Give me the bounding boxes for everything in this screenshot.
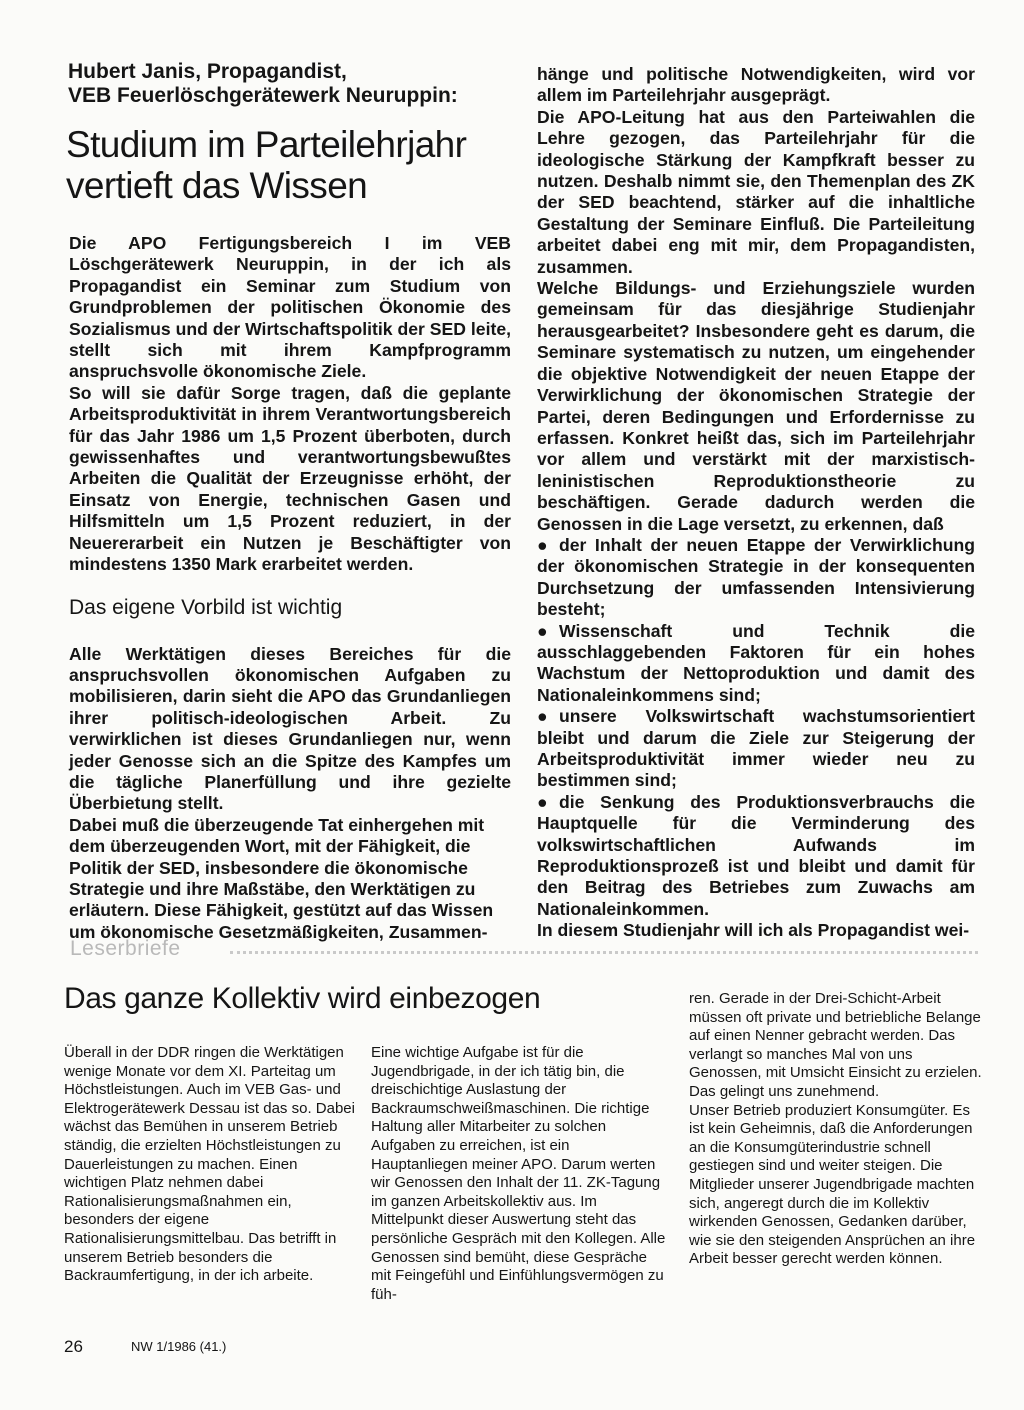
bullet-item (537, 621, 975, 707)
article-paragraph: Dabei muß die überzeugende Tat einhergehen mit dem überzeugenden Wort, mit der Fähigkeit, die Politik der SED, insbesondere die ökonomische Strategie und ihre Maßstäbe, den Werktätigen zu erläutern. Diese Fähigkeit, gestützt auf das Wissen um ökonomische Gesetzmäßigkeiten, Zusammen- (69, 814, 494, 942)
bullet-text: der Inhalt der neuen Etappe der Verwirklichung der ökonomischen Strategie in der konsequenten Durchsetzung der umfassenden Intensivierung besteht; (537, 534, 975, 620)
bullet-dot-icon: ● (537, 620, 548, 641)
page-number: 26 (64, 1337, 83, 1356)
byline-line-1: Hubert Janis, Propagandist, (68, 60, 347, 83)
bullet-dot-icon: ● (537, 534, 548, 555)
letter-paragraph: ren. Gerade in der Drei-Schicht-Arbeit müssen oft private und betriebliche Belange auf einen Nenner gebracht werden. Das verlangt so manches Mal von uns Genossen, mit Umsicht Einsicht zu erzielen. Das gelingt uns zunehmend. (689, 990, 982, 1100)
article-paragraph: Alle Werktätigen dieses Bereiches für die anspruchsvollen ökonomischen Aufgaben zu mobilisieren, darin sieht die APO das Grundanliegen ihrer politisch-ideologischen Arbeit. Zu verwirklichen ist dieses Grundanliegen nur, wenn jeder Genosse sich an die Spitze des Kampfes um die tägliche Planerfüllung und ihre gezielte Überbietung stellt. (69, 643, 511, 814)
letter-paragraph: Überall in der DDR ringen die Werktätigen wenige Monate vor dem XI. Parteitag um Höchstleistungen. Auch im VEB Gas- und Elektrogerätewerk Dessau ist das so. Dabei wächst das Bemühen in unserem Betrieb ständig, die erzielten Höchstleistungen zu Dauerleistungen zu machen. Einen wichtigen Platz nehmen dabei Rationalisierungsmaßnahmen ein, besonders der eigene Rationalisierungsmittelbau. Das betrifft in unserem Betrieb besonders die Backraumfertigung, in der ich arbeite. (64, 1044, 355, 1285)
issue-reference: NW 1/1986 (41.) (131, 1339, 227, 1354)
article-paragraph: Die APO Fertigungsbereich I im VEB Löschgerätewerk Neuruppin, in der ich als Propagandist ein Seminar zum Studium von Grundproblemen der politischen Ökonomie des Sozialismus und der Wirtschaftspolitik der SED leite, stellt sich mit ihrem Kampfprogramm anspruchsvolle ökonomische Ziele. (69, 233, 511, 382)
letter-column-1 (64, 1044, 356, 1286)
bullet-item (537, 535, 975, 621)
letter-column-3 (689, 990, 984, 1269)
article-paragraph: In diesem Studienjahr will ich als Propagandist wei- (537, 920, 970, 941)
article-headline (66, 124, 526, 206)
letter-paragraph: Unser Betrieb produziert Konsumgüter. Es ist kein Geheimnis, daß die Anforderungen an die Konsumgüterindustrie schnell gestiegen sind und weiter steigen. Die Mitglieder unserer Jugendbrigade machten sich, angeregt durch die im Kollektiv wirkenden Genossen, Gedanken darüber, wie sie den steigenden Ansprüchen an ihre Arbeit besser gerecht werden können. (689, 1101, 976, 1268)
headline-line-2: vertieft das Wissen (66, 165, 368, 206)
bullet-item (537, 706, 975, 792)
bullet-dot-icon: ● (537, 791, 548, 812)
bullet-dot-icon: ● (537, 706, 548, 727)
article-paragraph: Die APO-Leitung hat aus den Parteiwahlen die Lehre gezogen, das Parteilehrjahr für die ideologische Stärkung der Kampfkraft besser zu nutzen. Deshalb nimmt sie, den Themenplan des ZK der SED beachtend, stärker auf die inhaltliche Gestaltung der Seminare Einfluß. Die Parteileitung arbeitet dabei eng mit mir, dem Propagandisten, zusammen. (537, 106, 975, 277)
letter-headline: Das ganze Kollektiv wird einbezogen (64, 982, 541, 1015)
bullet-text: Wissenschaft und Technik die ausschlaggebenden Faktoren für ein hohes Wachstum der Nettoproduktion und damit des Nationaleinkommens sind; (537, 620, 975, 705)
bullet-text: die Senkung des Produktionsverbrauchs die Hauptquelle für die Verminderung des volkswirtschaftlichen Aufwands im Reproduktionsprozeß ist und bleibt und damit für den Beitrag des Betriebes zum Zuwachs am Nationaleinkommen. (537, 791, 975, 919)
letter-column-2 (371, 1044, 666, 1304)
letter-paragraph: Eine wichtige Aufgabe ist für die Jugendbrigade, in der ich tätig bin, die dreischichtige Auslastung der Backraumschweißmaschinen. Die richtige Haltung aller Mitarbeiter zu solchen Aufgaben zu erreichen, ist ein Hauptanliegen meiner APO. Darum werten wir Genossen den Inhalt der 11. ZK-Tagung im ganzen Arbeitskollektiv aus. Im Mittelpunkt dieser Auswertung steht das persönliche Gespräch mit den Kollegen. Alle Genossen sind bemüht, diese Gespräche mit Feingefühl und Einfühlungsvermögen zu füh- (371, 1044, 666, 1303)
bullet-text: unsere Volkswirtschaft wachstumsorientiert bleibt und darum die Ziele zur Steigerung der Arbeitsproduktivität immer wieder neu zu bestimmen sind; (537, 706, 975, 791)
section-label: Leserbriefe (70, 937, 181, 960)
article-paragraph: So will sie dafür Sorge tragen, daß die geplante Arbeitsproduktivität in ihrem Verantwortungsbereich für das Jahr 1986 um 1,5 Prozent überboten, durch gewissenhaftes und verantwortungsbewußtes Arbeiten die Qualität der Erzeugnisse erhöht, der Einsatz von Energie, technischen Gasen und Hilfsmitteln um 1,5 Prozent reduziert, in der Neuererarbeit ein Nutzen je Beschäftigter von mindestens 1350 Mark erarbeitet werden. (69, 382, 511, 575)
article-paragraph: Welche Bildungs- und Erziehungsziele wurden gemeinsam für das diesjährige Studienjahr herausgearbeitet? Insbesondere geht es darum, die Seminare systematisch zu nutzen, um eingehender die objektive Notwendigkeit der neuen Etappe der Verwirklichung der ökonomischen Strategie der Partei, deren Bedingungen und Erfordernisse zu erfassen. Konkret heißt das, sich im Parteilehrjahr vor allem und verstärkt mit der marxistisch-leninistischen Reproduktionstheorie zu beschäftigen. Gerade dadurch werden die Genossen in die Lage versetzt, zu erkennen, daß (537, 278, 975, 534)
article-right-column (537, 64, 975, 942)
article-subheading: Das eigene Vorbild ist wichtig (69, 595, 343, 619)
headline-line-1: Studium im Parteilehrjahr (66, 124, 467, 165)
article-left-column (69, 233, 511, 943)
article-paragraph: hänge und politische Notwendigkeiten, wird vor allem im Parteilehrjahr ausgeprägt. (537, 64, 975, 106)
byline-line-2: VEB Feuerlöschgerätewerk Neuruppin: (68, 84, 458, 107)
article-byline (68, 60, 528, 108)
section-divider (230, 951, 978, 954)
bullet-item (537, 792, 975, 920)
